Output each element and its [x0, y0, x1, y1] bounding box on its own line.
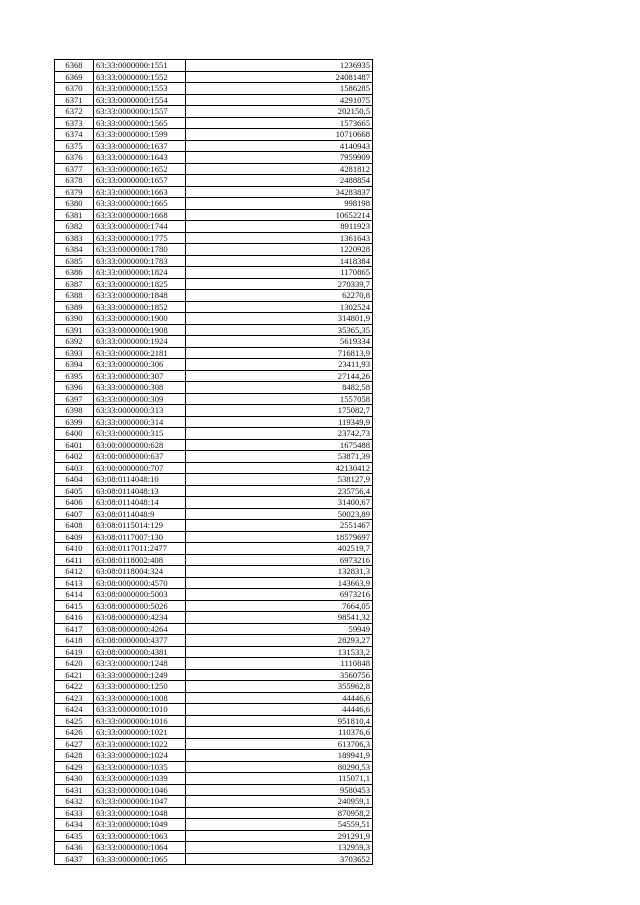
row-number-cell: 6411: [55, 554, 94, 566]
cadastral-table: [54, 59, 373, 865]
cadastral-number-cell: 63:08:0000000:4381: [94, 646, 186, 658]
row-number-cell: 6398: [55, 405, 94, 417]
row-number-cell: 6406: [55, 497, 94, 509]
value-cell: 143663,9: [186, 577, 373, 589]
cadastral-number-cell: 63:08:0000000:5026: [94, 600, 186, 612]
row-number-cell: 6375: [55, 140, 94, 152]
cadastral-number-cell: 63:00:0000000:637: [94, 451, 186, 463]
table-row: [55, 600, 373, 612]
table-row: [55, 451, 373, 463]
table-row: [55, 807, 373, 819]
value-cell: 1302524: [186, 301, 373, 313]
row-number-cell: 6428: [55, 750, 94, 762]
row-number-cell: 6404: [55, 474, 94, 486]
value-cell: 115071,1: [186, 773, 373, 785]
row-number-cell: 6403: [55, 462, 94, 474]
value-cell: 402519,7: [186, 543, 373, 555]
value-cell: 54559,51: [186, 819, 373, 831]
table-row: [55, 784, 373, 796]
value-cell: 1557058: [186, 393, 373, 405]
value-cell: 50023,89: [186, 508, 373, 520]
table-row: [55, 140, 373, 152]
table-row: [55, 612, 373, 624]
cadastral-number-cell: 63:33:0000000:1008: [94, 692, 186, 704]
cadastral-number-cell: 63:33:0000000:1065: [94, 853, 186, 865]
table-row: [55, 106, 373, 118]
row-number-cell: 6387: [55, 278, 94, 290]
cadastral-number-cell: 63:08:0118004:324: [94, 566, 186, 578]
table-row: [55, 382, 373, 394]
cadastral-number-cell: 63:33:0000000:313: [94, 405, 186, 417]
cadastral-number-cell: 63:08:0000000:4234: [94, 612, 186, 624]
row-number-cell: 6437: [55, 853, 94, 865]
cadastral-number-cell: 63:08:0000000:4570: [94, 577, 186, 589]
value-cell: 951810,4: [186, 715, 373, 727]
cadastral-number-cell: 63:08:0000000:4264: [94, 623, 186, 635]
row-number-cell: 6386: [55, 267, 94, 279]
cadastral-number-cell: 63:08:0114048:14: [94, 497, 186, 509]
table-row: [55, 773, 373, 785]
row-number-cell: 6390: [55, 313, 94, 325]
row-number-cell: 6423: [55, 692, 94, 704]
row-number-cell: 6374: [55, 129, 94, 141]
value-cell: 44446,6: [186, 692, 373, 704]
cadastral-number-cell: 63:33:0000000:315: [94, 428, 186, 440]
table-body: [55, 60, 373, 865]
value-cell: 7664,05: [186, 600, 373, 612]
row-number-cell: 6429: [55, 761, 94, 773]
value-cell: 4140943: [186, 140, 373, 152]
row-number-cell: 6436: [55, 842, 94, 854]
value-cell: 9580453: [186, 784, 373, 796]
table-row: [55, 750, 373, 762]
cadastral-number-cell: 63:33:0000000:1557: [94, 106, 186, 118]
value-cell: 23742,73: [186, 428, 373, 440]
row-number-cell: 6379: [55, 186, 94, 198]
row-number-cell: 6392: [55, 336, 94, 348]
cadastral-number-cell: 63:33:0000000:1783: [94, 255, 186, 267]
cadastral-number-cell: 63:33:0000000:1046: [94, 784, 186, 796]
row-number-cell: 6368: [55, 60, 94, 72]
cadastral-number-cell: 63:33:0000000:1010: [94, 704, 186, 716]
table-row: [55, 589, 373, 601]
cadastral-number-cell: 63:33:0000000:1780: [94, 244, 186, 256]
value-cell: 240959,1: [186, 796, 373, 808]
value-cell: 1675488: [186, 439, 373, 451]
table-row: [55, 405, 373, 417]
row-number-cell: 6410: [55, 543, 94, 555]
table-row: [55, 738, 373, 750]
table-row: [55, 635, 373, 647]
row-number-cell: 6397: [55, 393, 94, 405]
value-cell: 6973216: [186, 589, 373, 601]
value-cell: 1220928: [186, 244, 373, 256]
table-row: [55, 462, 373, 474]
cadastral-number-cell: 63:33:0000000:314: [94, 416, 186, 428]
row-number-cell: 6383: [55, 232, 94, 244]
table-row: [55, 209, 373, 221]
table-row: [55, 60, 373, 72]
value-cell: 35365,35: [186, 324, 373, 336]
table-row: [55, 94, 373, 106]
value-cell: 235756,4: [186, 485, 373, 497]
cadastral-number-cell: 63:33:0000000:1554: [94, 94, 186, 106]
row-number-cell: 6418: [55, 635, 94, 647]
table-row: [55, 623, 373, 635]
cadastral-number-cell: 63:33:0000000:1021: [94, 727, 186, 739]
value-cell: 6973216: [186, 554, 373, 566]
row-number-cell: 6426: [55, 727, 94, 739]
row-number-cell: 6382: [55, 221, 94, 233]
table-row: [55, 692, 373, 704]
table-row: [55, 669, 373, 681]
cadastral-number-cell: 63:33:0000000:1637: [94, 140, 186, 152]
cadastral-number-cell: 63:33:0000000:1048: [94, 807, 186, 819]
cadastral-number-cell: 63:08:0000000:5003: [94, 589, 186, 601]
table-row: [55, 853, 373, 865]
value-cell: 62270,8: [186, 290, 373, 302]
row-number-cell: 6408: [55, 520, 94, 532]
table-row: [55, 531, 373, 543]
row-number-cell: 6373: [55, 117, 94, 129]
table-row: [55, 416, 373, 428]
row-number-cell: 6371: [55, 94, 94, 106]
row-number-cell: 6389: [55, 301, 94, 313]
cadastral-number-cell: 63:33:0000000:1250: [94, 681, 186, 693]
row-number-cell: 6377: [55, 163, 94, 175]
cadastral-number-cell: 63:08:0115014:129: [94, 520, 186, 532]
value-cell: 613706,3: [186, 738, 373, 750]
row-number-cell: 6402: [55, 451, 94, 463]
table-row: [55, 347, 373, 359]
value-cell: 355962,8: [186, 681, 373, 693]
table-row: [55, 301, 373, 313]
value-cell: 870958,2: [186, 807, 373, 819]
table-row: [55, 83, 373, 95]
table-row: [55, 175, 373, 187]
cadastral-number-cell: 63:33:0000000:308: [94, 382, 186, 394]
value-cell: 28293,27: [186, 635, 373, 647]
table-row: [55, 428, 373, 440]
value-cell: 4281812: [186, 163, 373, 175]
value-cell: 5619334: [186, 336, 373, 348]
cadastral-number-cell: 63:33:0000000:1022: [94, 738, 186, 750]
row-number-cell: 6384: [55, 244, 94, 256]
row-number-cell: 6409: [55, 531, 94, 543]
cadastral-number-cell: 63:33:0000000:1553: [94, 83, 186, 95]
table-row: [55, 520, 373, 532]
table-row: [55, 646, 373, 658]
value-cell: 53871,39: [186, 451, 373, 463]
cadastral-number-cell: 63:33:0000000:1248: [94, 658, 186, 670]
cadastral-number-cell: 63:08:0117007:130: [94, 531, 186, 543]
value-cell: 175082,7: [186, 405, 373, 417]
value-cell: 314801,9: [186, 313, 373, 325]
cadastral-number-cell: 63:33:0000000:1039: [94, 773, 186, 785]
cadastral-number-cell: 63:33:0000000:1657: [94, 175, 186, 187]
value-cell: 3703652: [186, 853, 373, 865]
cadastral-number-cell: 63:33:0000000:1852: [94, 301, 186, 313]
table-row: [55, 129, 373, 141]
value-cell: 119349,9: [186, 416, 373, 428]
table-row: [55, 290, 373, 302]
cadastral-number-cell: 63:33:0000000:1551: [94, 60, 186, 72]
row-number-cell: 6370: [55, 83, 94, 95]
table-row: [55, 232, 373, 244]
row-number-cell: 6414: [55, 589, 94, 601]
table-row: [55, 761, 373, 773]
value-cell: 10710668: [186, 129, 373, 141]
cadastral-number-cell: 63:08:0114048:10: [94, 474, 186, 486]
table-row: [55, 819, 373, 831]
table-row: [55, 152, 373, 164]
cadastral-number-cell: 63:33:0000000:1775: [94, 232, 186, 244]
value-cell: 1573665: [186, 117, 373, 129]
table-row: [55, 681, 373, 693]
table-row: [55, 255, 373, 267]
table-row: [55, 715, 373, 727]
table-row: [55, 796, 373, 808]
cadastral-number-cell: 63:33:0000000:1249: [94, 669, 186, 681]
value-cell: 18579697: [186, 531, 373, 543]
table-row: [55, 566, 373, 578]
row-number-cell: 6433: [55, 807, 94, 819]
value-cell: 291291,9: [186, 830, 373, 842]
value-cell: 23411,93: [186, 359, 373, 371]
row-number-cell: 6376: [55, 152, 94, 164]
table-row: [55, 313, 373, 325]
table-row: [55, 359, 373, 371]
cadastral-number-cell: 63:33:0000000:1552: [94, 71, 186, 83]
cadastral-number-cell: 63:08:0117011:2477: [94, 543, 186, 555]
cadastral-number-cell: 63:33:0000000:1035: [94, 761, 186, 773]
table-row: [55, 554, 373, 566]
table-row: [55, 830, 373, 842]
value-cell: 4291075: [186, 94, 373, 106]
table-row: [55, 221, 373, 233]
row-number-cell: 6395: [55, 370, 94, 382]
value-cell: 270339,7: [186, 278, 373, 290]
value-cell: 44446,6: [186, 704, 373, 716]
row-number-cell: 6412: [55, 566, 94, 578]
table-row: [55, 278, 373, 290]
cadastral-number-cell: 63:08:0114048:13: [94, 485, 186, 497]
row-number-cell: 6435: [55, 830, 94, 842]
cadastral-number-cell: 63:33:0000000:1652: [94, 163, 186, 175]
value-cell: 1170865: [186, 267, 373, 279]
row-number-cell: 6378: [55, 175, 94, 187]
cadastral-number-cell: 63:33:0000000:1668: [94, 209, 186, 221]
table-row: [55, 727, 373, 739]
table-row: [55, 704, 373, 716]
table-row: [55, 658, 373, 670]
table-row: [55, 186, 373, 198]
cadastral-number-cell: 63:33:0000000:1599: [94, 129, 186, 141]
value-cell: 131533,2: [186, 646, 373, 658]
cadastral-number-cell: 63:33:0000000:307: [94, 370, 186, 382]
row-number-cell: 6381: [55, 209, 94, 221]
row-number-cell: 6430: [55, 773, 94, 785]
value-cell: 132831,3: [186, 566, 373, 578]
value-cell: 189941,9: [186, 750, 373, 762]
table-row: [55, 439, 373, 451]
row-number-cell: 6432: [55, 796, 94, 808]
value-cell: 59949: [186, 623, 373, 635]
value-cell: 132959,3: [186, 842, 373, 854]
row-number-cell: 6420: [55, 658, 94, 670]
row-number-cell: 6405: [55, 485, 94, 497]
row-number-cell: 6413: [55, 577, 94, 589]
table-row: [55, 485, 373, 497]
cadastral-number-cell: 63:08:0118002:408: [94, 554, 186, 566]
cadastral-number-cell: 63:08:0114048:9: [94, 508, 186, 520]
value-cell: 27144,26: [186, 370, 373, 382]
cadastral-number-cell: 63:33:0000000:1665: [94, 198, 186, 210]
cadastral-number-cell: 63:33:0000000:1900: [94, 313, 186, 325]
value-cell: 42130412: [186, 462, 373, 474]
data-sheet: [54, 59, 373, 865]
table-row: [55, 393, 373, 405]
table-row: [55, 198, 373, 210]
value-cell: 10652214: [186, 209, 373, 221]
value-cell: 24081487: [186, 71, 373, 83]
row-number-cell: 6415: [55, 600, 94, 612]
cadastral-number-cell: 63:33:0000000:1063: [94, 830, 186, 842]
table-row: [55, 508, 373, 520]
value-cell: 98541,32: [186, 612, 373, 624]
row-number-cell: 6419: [55, 646, 94, 658]
row-number-cell: 6434: [55, 819, 94, 831]
row-number-cell: 6372: [55, 106, 94, 118]
value-cell: 1586285: [186, 83, 373, 95]
value-cell: 1110848: [186, 658, 373, 670]
cadastral-number-cell: 63:33:0000000:1643: [94, 152, 186, 164]
row-number-cell: 6421: [55, 669, 94, 681]
row-number-cell: 6399: [55, 416, 94, 428]
table-row: [55, 474, 373, 486]
row-number-cell: 6431: [55, 784, 94, 796]
cadastral-number-cell: 63:33:0000000:1663: [94, 186, 186, 198]
cadastral-number-cell: 63:33:0000000:1565: [94, 117, 186, 129]
table-row: [55, 577, 373, 589]
cadastral-number-cell: 63:00:0000000:628: [94, 439, 186, 451]
row-number-cell: 6393: [55, 347, 94, 359]
value-cell: 8482,58: [186, 382, 373, 394]
value-cell: 998198: [186, 198, 373, 210]
value-cell: 2551467: [186, 520, 373, 532]
value-cell: 110376,6: [186, 727, 373, 739]
row-number-cell: 6427: [55, 738, 94, 750]
value-cell: 34283837: [186, 186, 373, 198]
cadastral-number-cell: 63:33:0000000:1016: [94, 715, 186, 727]
row-number-cell: 6425: [55, 715, 94, 727]
value-cell: 1236935: [186, 60, 373, 72]
cadastral-number-cell: 63:33:0000000:1744: [94, 221, 186, 233]
table-row: [55, 117, 373, 129]
table-row: [55, 497, 373, 509]
cadastral-number-cell: 63:33:0000000:1049: [94, 819, 186, 831]
row-number-cell: 6391: [55, 324, 94, 336]
value-cell: 1418384: [186, 255, 373, 267]
table-row: [55, 370, 373, 382]
table-row: [55, 244, 373, 256]
table-row: [55, 324, 373, 336]
row-number-cell: 6385: [55, 255, 94, 267]
row-number-cell: 6424: [55, 704, 94, 716]
value-cell: 2488854: [186, 175, 373, 187]
cadastral-number-cell: 63:33:0000000:2181: [94, 347, 186, 359]
value-cell: 202150,5: [186, 106, 373, 118]
row-number-cell: 6369: [55, 71, 94, 83]
value-cell: 538127,9: [186, 474, 373, 486]
table-row: [55, 336, 373, 348]
table-row: [55, 543, 373, 555]
cadastral-number-cell: 63:08:0000000:4377: [94, 635, 186, 647]
row-number-cell: 6417: [55, 623, 94, 635]
cadastral-number-cell: 63:33:0000000:1064: [94, 842, 186, 854]
row-number-cell: 6380: [55, 198, 94, 210]
cadastral-number-cell: 63:00:0000000:707: [94, 462, 186, 474]
cadastral-number-cell: 63:33:0000000:1908: [94, 324, 186, 336]
cadastral-number-cell: 63:33:0000000:309: [94, 393, 186, 405]
cadastral-number-cell: 63:33:0000000:1024: [94, 750, 186, 762]
cadastral-number-cell: 63:33:0000000:1924: [94, 336, 186, 348]
value-cell: 3560756: [186, 669, 373, 681]
table-row: [55, 163, 373, 175]
row-number-cell: 6401: [55, 439, 94, 451]
row-number-cell: 6422: [55, 681, 94, 693]
cadastral-number-cell: 63:33:0000000:1824: [94, 267, 186, 279]
cadastral-number-cell: 63:33:0000000:1047: [94, 796, 186, 808]
value-cell: 1361643: [186, 232, 373, 244]
cadastral-number-cell: 63:33:0000000:306: [94, 359, 186, 371]
cadastral-number-cell: 63:33:0000000:1825: [94, 278, 186, 290]
row-number-cell: 6400: [55, 428, 94, 440]
row-number-cell: 6396: [55, 382, 94, 394]
row-number-cell: 6407: [55, 508, 94, 520]
row-number-cell: 6416: [55, 612, 94, 624]
row-number-cell: 6394: [55, 359, 94, 371]
value-cell: 31400,67: [186, 497, 373, 509]
table-row: [55, 842, 373, 854]
value-cell: 7959909: [186, 152, 373, 164]
table-row: [55, 71, 373, 83]
cadastral-number-cell: 63:33:0000000:1848: [94, 290, 186, 302]
table-row: [55, 267, 373, 279]
row-number-cell: 6388: [55, 290, 94, 302]
value-cell: 716813,9: [186, 347, 373, 359]
value-cell: 8911923: [186, 221, 373, 233]
value-cell: 80290,53: [186, 761, 373, 773]
